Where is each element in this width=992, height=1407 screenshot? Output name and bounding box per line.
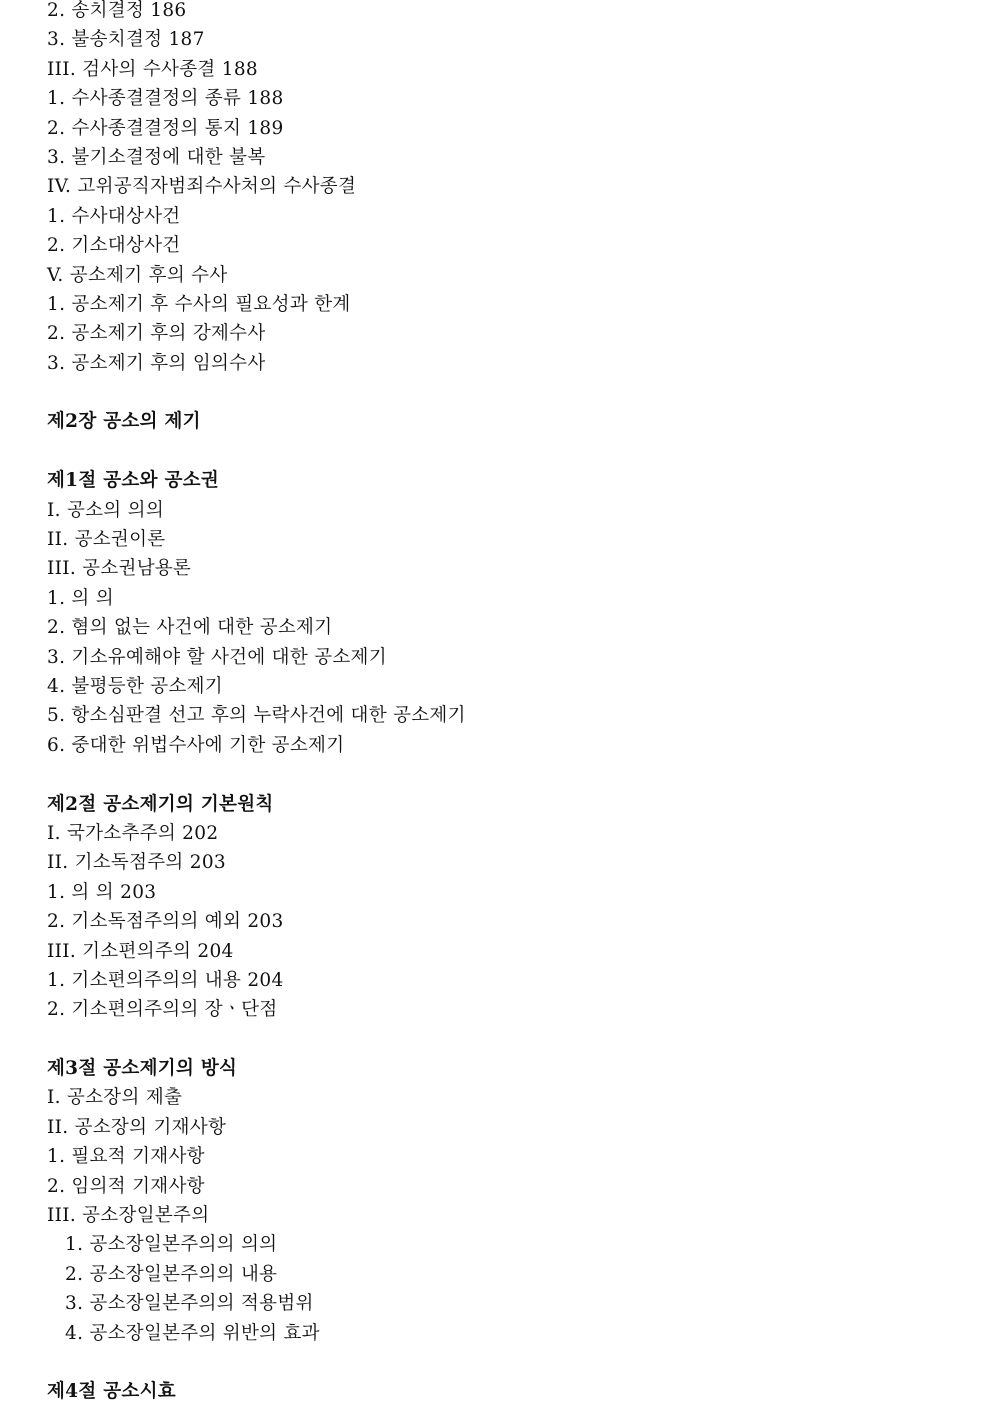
toc-entry: 3. 불송치결정 187 [47,29,205,51]
toc-entry: 1. 공소장일본주의의 의의 [65,1234,278,1256]
toc-entry: 3. 공소제기 후의 임의수사 [47,352,266,374]
section-heading: 제4절 공소시효 [47,1381,176,1403]
toc-entry: III. 검사의 수사종결 188 [47,58,258,80]
toc-entry: 4. 불평등한 공소제기 [47,675,223,697]
toc-entry: 2. 혐의 없는 사건에 대한 공소제기 [47,617,333,639]
toc-entry: 1. 의 의 [47,587,114,609]
toc-entry: 2. 기소대상사건 [47,235,181,257]
toc-entry: I. 공소장의 제출 [47,1087,183,1109]
toc-entry: II. 기소독점주의 203 [47,852,226,874]
toc-entry: 3. 기소유예해야 할 사건에 대한 공소제기 [47,646,387,668]
toc-entry: 1. 필요적 기재사항 [47,1146,205,1168]
toc-entry: IV. 고위공직자범죄수사처의 수사종결 [47,176,357,198]
toc-entry: 2. 기소독점주의의 예외 203 [47,911,284,933]
blank-line [47,1348,967,1377]
toc-entry: 1. 기소편의주의의 내용 204 [47,969,284,991]
toc-entry: III. 기소편의주의 204 [47,940,234,962]
toc-entry: 2. 공소장일본주의의 내용 [65,1263,278,1285]
section-heading: 제1절 공소와 공소권 [47,470,220,492]
toc-entry: 1. 의 의 203 [47,881,157,903]
section-heading: 제3절 공소제기의 방식 [47,1058,238,1080]
toc-entry: 1. 수사종결결정의 종류 188 [47,88,284,110]
toc-entry: 1. 공소제기 후 수사의 필요성과 한계 [47,293,351,315]
section-heading: 제2절 공소제기의 기본원칙 [47,793,274,815]
blank-line [47,378,967,407]
blank-line [47,1025,967,1054]
toc-entry: 2. 기소편의주의의 장ㆍ단점 [47,999,278,1021]
section-heading: 제2장 공소의 제기 [47,411,201,433]
toc-entry: 3. 불기소결정에 대한 불복 [47,146,266,168]
toc-entry: 6. 중대한 위법수사에 기한 공소제기 [47,734,345,756]
toc-entry: II. 공소권이론 [47,529,166,551]
toc-entry: 2. 송치결정 186 [47,0,187,21]
toc-entry: 2. 수사종결결정의 통지 189 [47,117,284,139]
toc-entry: III. 공소장일본주의 [47,1205,210,1227]
toc-entry: 5. 항소심판결 선고 후의 누락사건에 대한 공소제기 [47,705,466,727]
toc-entry: 2. 임의적 기재사항 [47,1175,205,1197]
blank-line [47,437,967,466]
toc-entry: 3. 공소장일본주의의 적용범위 [65,1293,314,1315]
toc-entry: I. 국가소추주의 202 [47,822,219,844]
document-page [47,0,967,1407]
toc-entry: 1. 수사대상사건 [47,205,181,227]
toc-entry: 4. 공소장일본주의 위반의 효과 [65,1322,320,1344]
toc-entry: II. 공소장의 기재사항 [47,1116,227,1138]
toc-entry: V. 공소제기 후의 수사 [47,264,228,286]
toc-entry: 2. 공소제기 후의 강제수사 [47,323,266,345]
toc-entry: I. 공소의 의의 [47,499,165,521]
toc-entry: III. 공소권남용론 [47,558,192,580]
blank-line [47,760,967,789]
